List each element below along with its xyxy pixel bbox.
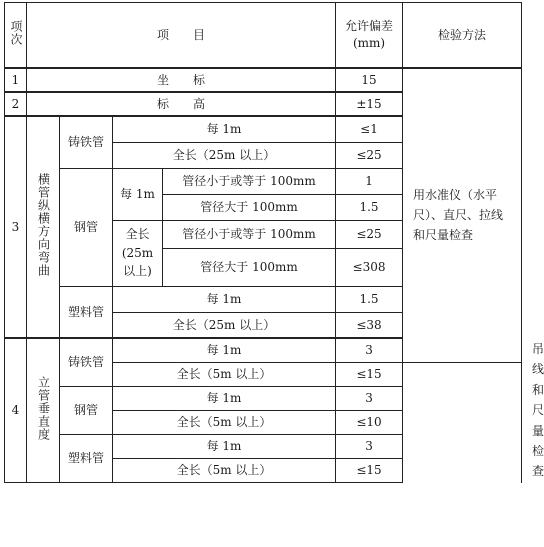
pipe-type: 铸铁管: [60, 116, 113, 168]
row-item: 全长（5m 以上）: [113, 362, 336, 386]
sub-item: [113, 220, 163, 286]
row-item: 每 1m: [113, 338, 336, 362]
row-tolerance: 1.5: [336, 286, 403, 312]
row-item: 全长（5m 以上）: [113, 410, 336, 434]
table-row: 4 立管垂直度 铸铁管 每 1m 3 吊线和尺量检查: [5, 338, 522, 362]
sub-item: 每 1m: [113, 168, 163, 220]
row-item: 全长（25m 以上）: [113, 142, 336, 168]
table-row: [5, 434, 522, 458]
method-level: 用水准仪（水平尺）、直尺、拉线和尺量检查: [403, 68, 522, 362]
row-tolerance: ≤15: [336, 362, 403, 386]
row-tolerance: 3: [336, 338, 403, 362]
row-item: 管径大于 100mm: [163, 248, 336, 286]
row-item: 每 1m: [113, 434, 336, 458]
header-tolerance-label: 允许偏差: [345, 19, 394, 34]
row-index: 2: [5, 92, 27, 116]
row-index: 1: [5, 68, 27, 92]
tolerance-table-wrapper: [4, 2, 544, 545]
row-tolerance: 3: [336, 386, 403, 410]
row-tolerance: 15: [336, 68, 403, 92]
header-method: 检验方法: [403, 3, 522, 69]
pipe-type: 钢管: [60, 168, 113, 286]
pipe-type: 塑料管: [60, 434, 113, 482]
table-row: [5, 386, 522, 410]
header-tolerance-unit: (mm): [352, 36, 386, 50]
row-item: 每 1m: [113, 116, 336, 142]
pipe-type: 铸铁管: [60, 338, 113, 386]
row-item: 标 高: [27, 92, 336, 116]
row-tolerance: ≤308: [336, 248, 403, 286]
row-tolerance: 1.5: [336, 194, 403, 220]
row-item: 坐 标: [27, 68, 336, 92]
row-tolerance: ≤25: [336, 220, 403, 248]
row-coordinate: [5, 68, 522, 92]
sub-item-line: 全长: [125, 227, 150, 242]
group-label: 横管纵横方向弯曲: [27, 116, 60, 338]
row-tolerance: ≤38: [336, 312, 403, 338]
row-item: 管径大于 100mm: [163, 194, 336, 220]
row-tolerance: ≤15: [336, 458, 403, 482]
row-tolerance: 1: [336, 168, 403, 194]
row-item: 全长（5m 以上）: [113, 458, 336, 482]
row-item: 管径小于或等于 100mm: [163, 168, 336, 194]
sub-item-line: 以上): [123, 264, 152, 279]
row-item: 管径小于或等于 100mm: [163, 220, 336, 248]
header-index: 项次: [5, 3, 27, 69]
row-tolerance: 3: [336, 434, 403, 458]
pipe-type: 塑料管: [60, 286, 113, 338]
group-label: 立管垂直度: [27, 338, 60, 482]
row-index: 3: [5, 116, 27, 338]
sub-item-line: (25m: [121, 245, 154, 260]
row-item: 每 1m: [113, 386, 336, 410]
row-tolerance: ±15: [336, 92, 403, 116]
pipe-type: 钢管: [60, 386, 113, 434]
row-tolerance: ≤1: [336, 116, 403, 142]
row-item: 每 1m: [113, 286, 336, 312]
row-tolerance: ≤10: [336, 410, 403, 434]
row-tolerance: ≤25: [336, 142, 403, 168]
row-item: 全长（25m 以上）: [113, 312, 336, 338]
row-index: 4: [5, 338, 27, 482]
header-item: 项 目: [27, 3, 336, 69]
header-row: [5, 3, 522, 69]
tolerance-table: [4, 2, 544, 483]
header-tolerance: [336, 3, 403, 69]
